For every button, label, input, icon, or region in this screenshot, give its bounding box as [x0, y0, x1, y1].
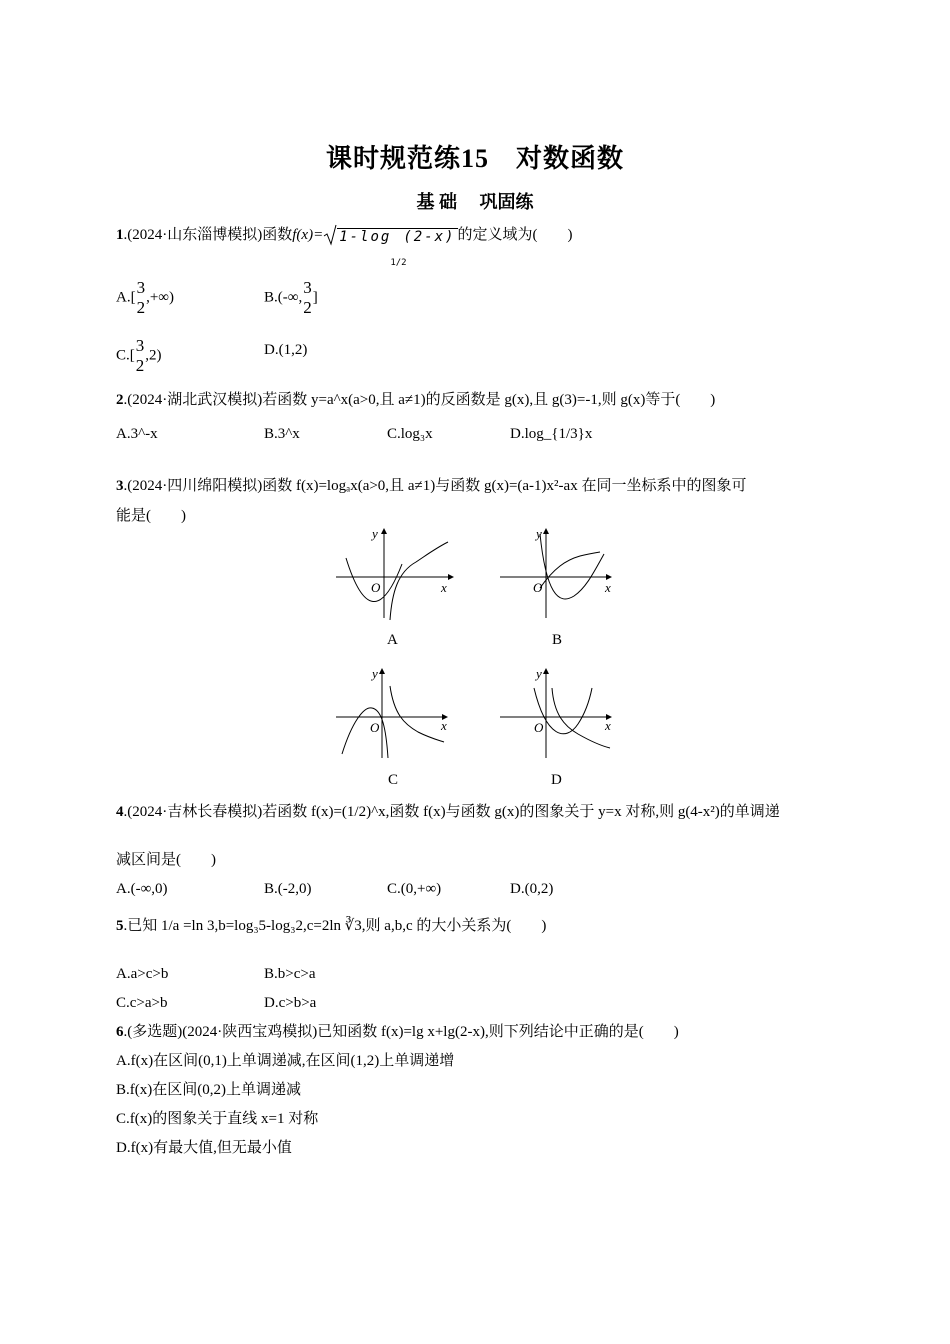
- q1-option-b[interactable]: B.(-∞, 3 2 ]: [264, 278, 318, 317]
- graph-a-label: A: [387, 632, 398, 648]
- question-text: .(2024·吉林长春模拟)若函数 f(x)=(1/2)^x,函数 f(x)与函数 g(x)的图象关于 y=x 对称,则 g(4-x²)的单调递: [123, 804, 780, 820]
- x-arrow-icon: [448, 574, 454, 580]
- origin-label: O: [533, 580, 543, 595]
- question-text: .(2024·四川绵阳模拟)函数 f(x)=logₐx(a>0,且 a≠1)与函数 g(x)=(a-1)x²-ax 在同一坐标系中的图象可: [123, 478, 747, 494]
- question-number: 1: [116, 227, 124, 243]
- y-label: y: [536, 526, 542, 541]
- graph-b: [496, 522, 621, 622]
- radical-sign-icon: [323, 224, 337, 246]
- q6-option-c[interactable]: C.f(x)的图象关于直线 x=1 对称: [116, 1111, 319, 1127]
- graph-c-label: C: [388, 772, 399, 788]
- q5-option-d[interactable]: D.c>b>a: [264, 995, 317, 1011]
- y-label: y: [372, 526, 378, 541]
- origin-label: O: [534, 720, 544, 735]
- graph-d: [496, 662, 621, 762]
- graph-c: [332, 662, 457, 762]
- log-curve: [552, 688, 610, 748]
- q5-option-a[interactable]: A.a>c>b: [116, 966, 169, 982]
- origin-label: O: [370, 720, 380, 735]
- y-arrow-icon: [379, 668, 385, 674]
- radical: [323, 224, 457, 268]
- function-expr: f(x)=: [292, 227, 324, 243]
- log-curve: [390, 542, 448, 620]
- q5-option-b[interactable]: B.b>c>a: [264, 966, 316, 982]
- question-3-cont: 能是( ): [116, 508, 186, 524]
- q1-option-a[interactable]: A.[ 3 2 ,+∞): [116, 278, 174, 317]
- y-arrow-icon: [381, 528, 387, 534]
- x-label: x: [605, 718, 611, 733]
- question-2: [116, 390, 715, 410]
- question-1: [116, 224, 573, 268]
- q4-option-b[interactable]: B.(-2,0): [264, 881, 312, 897]
- y-label: y: [372, 666, 378, 681]
- q4-option-c[interactable]: C.(0,+∞): [387, 881, 442, 897]
- origin-label: O: [371, 580, 381, 595]
- fraction: 3 2: [136, 278, 146, 317]
- question-number: 6: [116, 1024, 124, 1040]
- q2-option-d[interactable]: D.log_{1/3}x: [510, 426, 593, 442]
- page-title: 课时规范练15 对数函数: [325, 144, 624, 173]
- parabola-curve: [342, 708, 388, 758]
- log-argument: (2-x): [403, 229, 456, 245]
- question-text: .(2024·湖北武汉模拟)若函数 y=a^x(a>0,且 a≠1)的反函数是 g(x),且 g(3)=-1,则 g(x)等于( ): [123, 392, 716, 408]
- fraction: 3 2: [135, 336, 145, 375]
- section-heading: 基 础 巩固练: [416, 192, 534, 212]
- question-number: 4: [116, 804, 124, 820]
- fraction: 3 2: [303, 278, 312, 317]
- q6-option-a[interactable]: A.f(x)在区间(0,1)上单调递减,在区间(1,2)上单调递增: [116, 1053, 455, 1069]
- graph-a: [332, 522, 457, 622]
- question-tail: 的定义域为( ): [457, 227, 573, 243]
- question-5: [116, 916, 546, 936]
- question-4: [116, 802, 780, 822]
- q4-option-a[interactable]: A.(-∞,0): [116, 881, 168, 897]
- parabola-curve: [540, 534, 604, 599]
- q6-option-b[interactable]: B.f(x)在区间(0,2)上单调递减: [116, 1082, 301, 1098]
- question-text: .(多选题)(2024·陕西宝鸡模拟)已知函数 f(x)=lg x+lg(2-x),则下列结论中正确的是( ): [123, 1024, 679, 1040]
- question-6: [116, 1022, 679, 1042]
- question-text: .已知 1/a =ln 3,b=log₃5-log₃2,c=2ln ∛3,则 a,b,c 的大小关系为( ): [123, 918, 547, 934]
- x-label: x: [441, 718, 447, 733]
- q4-option-d[interactable]: D.(0,2): [510, 881, 554, 897]
- log-curve: [390, 686, 444, 742]
- question-number: 5: [116, 918, 124, 934]
- x-label: x: [605, 580, 611, 595]
- question-3: [116, 476, 746, 496]
- y-label: y: [536, 666, 542, 681]
- question-number: 3: [116, 478, 124, 494]
- x-label: x: [441, 580, 447, 595]
- y-arrow-icon: [543, 668, 549, 674]
- q2-option-b[interactable]: B.3^x: [264, 426, 300, 442]
- q6-option-d[interactable]: D.f(x)有最大值,但无最小值: [116, 1140, 292, 1156]
- y-arrow-icon: [543, 528, 549, 534]
- log-base: 1/2: [390, 258, 407, 268]
- graph-b-label: B: [552, 632, 563, 648]
- question-source: .(2024·山东淄博模拟)函数: [123, 227, 293, 243]
- q2-option-c[interactable]: C.log₃x: [387, 426, 433, 442]
- question-4-cont: 减区间是( ): [116, 852, 216, 868]
- radicand: 1-log: [339, 229, 392, 245]
- q1-option-d[interactable]: D.(1,2): [264, 342, 308, 358]
- q5-option-c[interactable]: C.c>a>b: [116, 995, 168, 1011]
- q2-option-a[interactable]: A.3^-x: [116, 426, 158, 442]
- question-number: 2: [116, 392, 124, 408]
- q1-option-c[interactable]: C.[ 3 2 ,2): [116, 336, 162, 375]
- graph-d-label: D: [551, 772, 562, 788]
